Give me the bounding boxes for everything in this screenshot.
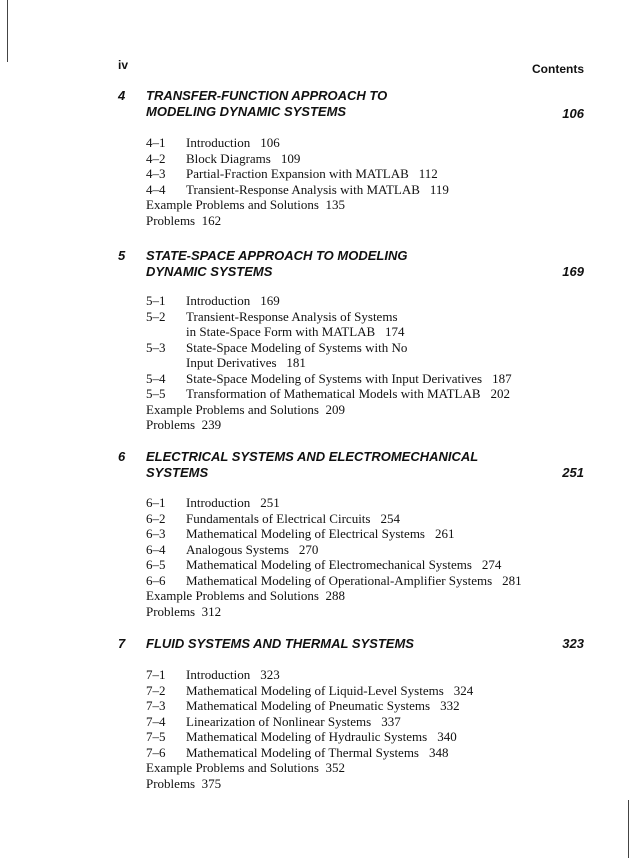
- chapter-title-line: SYSTEMS: [146, 465, 209, 480]
- problems-entry: [146, 417, 616, 433]
- chapter-title-line: DYNAMIC SYSTEMS: [146, 264, 273, 279]
- chapter-page: 251: [562, 465, 584, 480]
- entry-title: Problems: [146, 417, 196, 432]
- section-title: Block Diagrams: [186, 150, 271, 166]
- section-page: 254: [380, 510, 400, 526]
- section-title: Mathematical Modeling of Electrical Systems: [186, 526, 425, 541]
- chapter-title-line: TRANSFER-FUNCTION APPROACH TO: [146, 88, 388, 103]
- section-entry: [146, 151, 616, 167]
- section-entry: [146, 729, 616, 745]
- section-page: 174: [384, 324, 405, 339]
- section-entry: [146, 573, 616, 589]
- section-page: 112: [418, 166, 438, 181]
- page-number-label: iv: [118, 58, 129, 72]
- section-entry: [146, 135, 616, 151]
- section-title: Mathematical Modeling of Liquid-Level Systems: [186, 682, 444, 698]
- example-problems-entry: [146, 197, 616, 213]
- section-entry: [146, 542, 616, 558]
- section-title: Partial-Fraction Expansion with MATLAB: [186, 166, 409, 181]
- section-entry: [146, 495, 616, 511]
- section-title: Mathematical Modeling of Hydraulic Systems: [186, 729, 428, 744]
- example-problems-entry: [146, 760, 616, 776]
- section-page: 106: [260, 135, 280, 150]
- section-entry: [146, 667, 616, 683]
- example-problems-entry: [146, 402, 616, 418]
- section-entry: [146, 166, 616, 182]
- chapter-title-line: ELECTRICAL SYSTEMS AND ELECTROMECHANICAL: [146, 449, 479, 464]
- section-page: 181: [286, 355, 306, 370]
- chapter-title-line: FLUID SYSTEMS AND THERMAL SYSTEMS: [146, 636, 414, 651]
- section-title-continuation: [146, 355, 616, 371]
- section-number: 6–6: [146, 572, 166, 588]
- section-number: 7–2: [146, 682, 166, 698]
- section-entry: [146, 511, 616, 527]
- section-title: State-Space Modeling of Systems with No: [186, 339, 408, 355]
- chapter-number: 4: [118, 88, 126, 103]
- section-title: Transient-Response Analysis with MATLAB: [186, 181, 420, 197]
- problems-entry: [146, 776, 616, 792]
- entry-page: 239: [201, 417, 222, 432]
- entry-title: Example Problems and Solutions: [146, 197, 319, 212]
- section-number: 6–3: [146, 526, 166, 541]
- section-number: 7–4: [146, 713, 166, 729]
- chapter-page: 169: [562, 264, 584, 279]
- section-number: 4–3: [146, 166, 166, 181]
- scan-edge-line-left: [7, 0, 8, 62]
- section-number: 7–1: [146, 667, 166, 682]
- section-title: State-Space Modeling of Systems with Input Derivatives: [186, 370, 483, 386]
- section-page: 324: [453, 682, 474, 698]
- section-title: Fundamentals of Electrical Circuits: [186, 510, 371, 526]
- chapter-page: 106: [562, 106, 584, 121]
- section-number: 5–2: [146, 308, 166, 324]
- section-number: 4–4: [146, 181, 166, 197]
- entry-title: Problems: [146, 775, 196, 791]
- section-title: Input Derivatives: [186, 355, 277, 370]
- section-number: 6–2: [146, 510, 166, 526]
- section-entry: [146, 182, 616, 198]
- section-number: 5–1: [146, 293, 166, 308]
- section-title: Mathematical Modeling of Pneumatic Systems: [186, 698, 431, 713]
- section-entry: [146, 371, 616, 387]
- section-number: 6–1: [146, 495, 166, 510]
- section-title: Introduction: [186, 667, 251, 682]
- entry-title: Example Problems and Solutions: [146, 760, 319, 775]
- section-title: Mathematical Modeling of Electromechanical Systems: [186, 557, 472, 572]
- example-problems-entry: [146, 588, 616, 604]
- entry-page: 288: [325, 588, 345, 603]
- section-list: [146, 495, 616, 619]
- section-entry: [146, 698, 616, 714]
- entry-page: 135: [325, 197, 345, 212]
- section-entry: [146, 683, 616, 699]
- chapter-number: 7: [118, 636, 126, 651]
- chapter-title: [146, 449, 566, 481]
- problems-entry: [146, 213, 616, 229]
- section-list: [146, 293, 616, 433]
- section-title: Introduction: [186, 495, 251, 510]
- chapter-number: 5: [118, 248, 126, 263]
- section-title: Mathematical Modeling of Operational-Amplifier Systems: [186, 572, 493, 588]
- section-entry: [146, 745, 616, 761]
- section-number: 7–3: [146, 698, 166, 713]
- entry-page: 312: [201, 603, 222, 619]
- section-number: 4–1: [146, 135, 166, 150]
- section-entry: [146, 386, 616, 402]
- section-page: 251: [260, 495, 280, 510]
- chapter-number: 6: [118, 449, 126, 464]
- section-number: 5–4: [146, 370, 166, 386]
- section-title: Mathematical Modeling of Thermal Systems: [186, 744, 419, 760]
- section-title: Introduction: [186, 293, 251, 308]
- scan-edge-line-right: [628, 800, 629, 858]
- chapter-title: [146, 88, 546, 120]
- section-entry: [146, 557, 616, 573]
- section-title-continuation: [146, 324, 616, 340]
- section-title: Analogous Systems: [186, 541, 289, 557]
- running-header: Contents: [532, 62, 584, 76]
- section-page: 270: [298, 541, 319, 557]
- section-entry: [146, 714, 616, 730]
- section-page: 187: [492, 370, 512, 386]
- section-title: Transient-Response Analysis of Systems: [186, 308, 398, 324]
- chapter-page: 323: [562, 636, 584, 651]
- entry-title: Problems: [146, 603, 196, 619]
- section-page: 202: [490, 386, 511, 401]
- chapter-title: [146, 248, 546, 280]
- section-page: 340: [437, 729, 457, 744]
- section-page: 323: [260, 667, 280, 682]
- section-page: 281: [502, 572, 522, 588]
- section-page: 169: [260, 293, 280, 308]
- section-number: 4–2: [146, 150, 166, 166]
- section-entry: [146, 309, 616, 325]
- section-page: 337: [381, 713, 401, 729]
- section-page: 119: [429, 181, 449, 197]
- problems-entry: [146, 604, 616, 620]
- chapter-title-line: MODELING DYNAMIC SYSTEMS: [146, 104, 347, 119]
- section-title: in State-Space Form with MATLAB: [186, 324, 376, 339]
- section-entry: [146, 293, 616, 309]
- section-page: 348: [429, 744, 449, 760]
- section-number: 6–5: [146, 557, 166, 572]
- entry-title: Example Problems and Solutions: [146, 401, 319, 417]
- section-list: [146, 135, 616, 228]
- chapter-title: [146, 636, 546, 652]
- section-number: 6–4: [146, 541, 166, 557]
- section-number: 7–6: [146, 744, 166, 760]
- section-page: 261: [435, 526, 455, 541]
- entry-title: Problems: [146, 212, 196, 228]
- section-number: 7–5: [146, 729, 166, 744]
- section-title: Introduction: [186, 135, 251, 150]
- section-title: Linearization of Nonlinear Systems: [186, 713, 372, 729]
- section-number: 5–5: [146, 386, 166, 401]
- entry-page: 209: [325, 401, 345, 417]
- chapter-title-line: STATE-SPACE APPROACH TO MODELING: [146, 248, 408, 263]
- section-entry: [146, 526, 616, 542]
- section-title: Transformation of Mathematical Models with MATLAB: [186, 386, 481, 401]
- section-page: 332: [440, 698, 460, 713]
- entry-title: Example Problems and Solutions: [146, 588, 319, 603]
- section-entry: [146, 340, 616, 356]
- section-page: 109: [280, 150, 301, 166]
- section-page: 274: [481, 557, 502, 572]
- entry-page: 352: [325, 760, 345, 775]
- entry-page: 375: [201, 775, 222, 791]
- section-number: 5–3: [146, 339, 166, 355]
- section-list: [146, 667, 616, 791]
- entry-page: 162: [201, 212, 222, 228]
